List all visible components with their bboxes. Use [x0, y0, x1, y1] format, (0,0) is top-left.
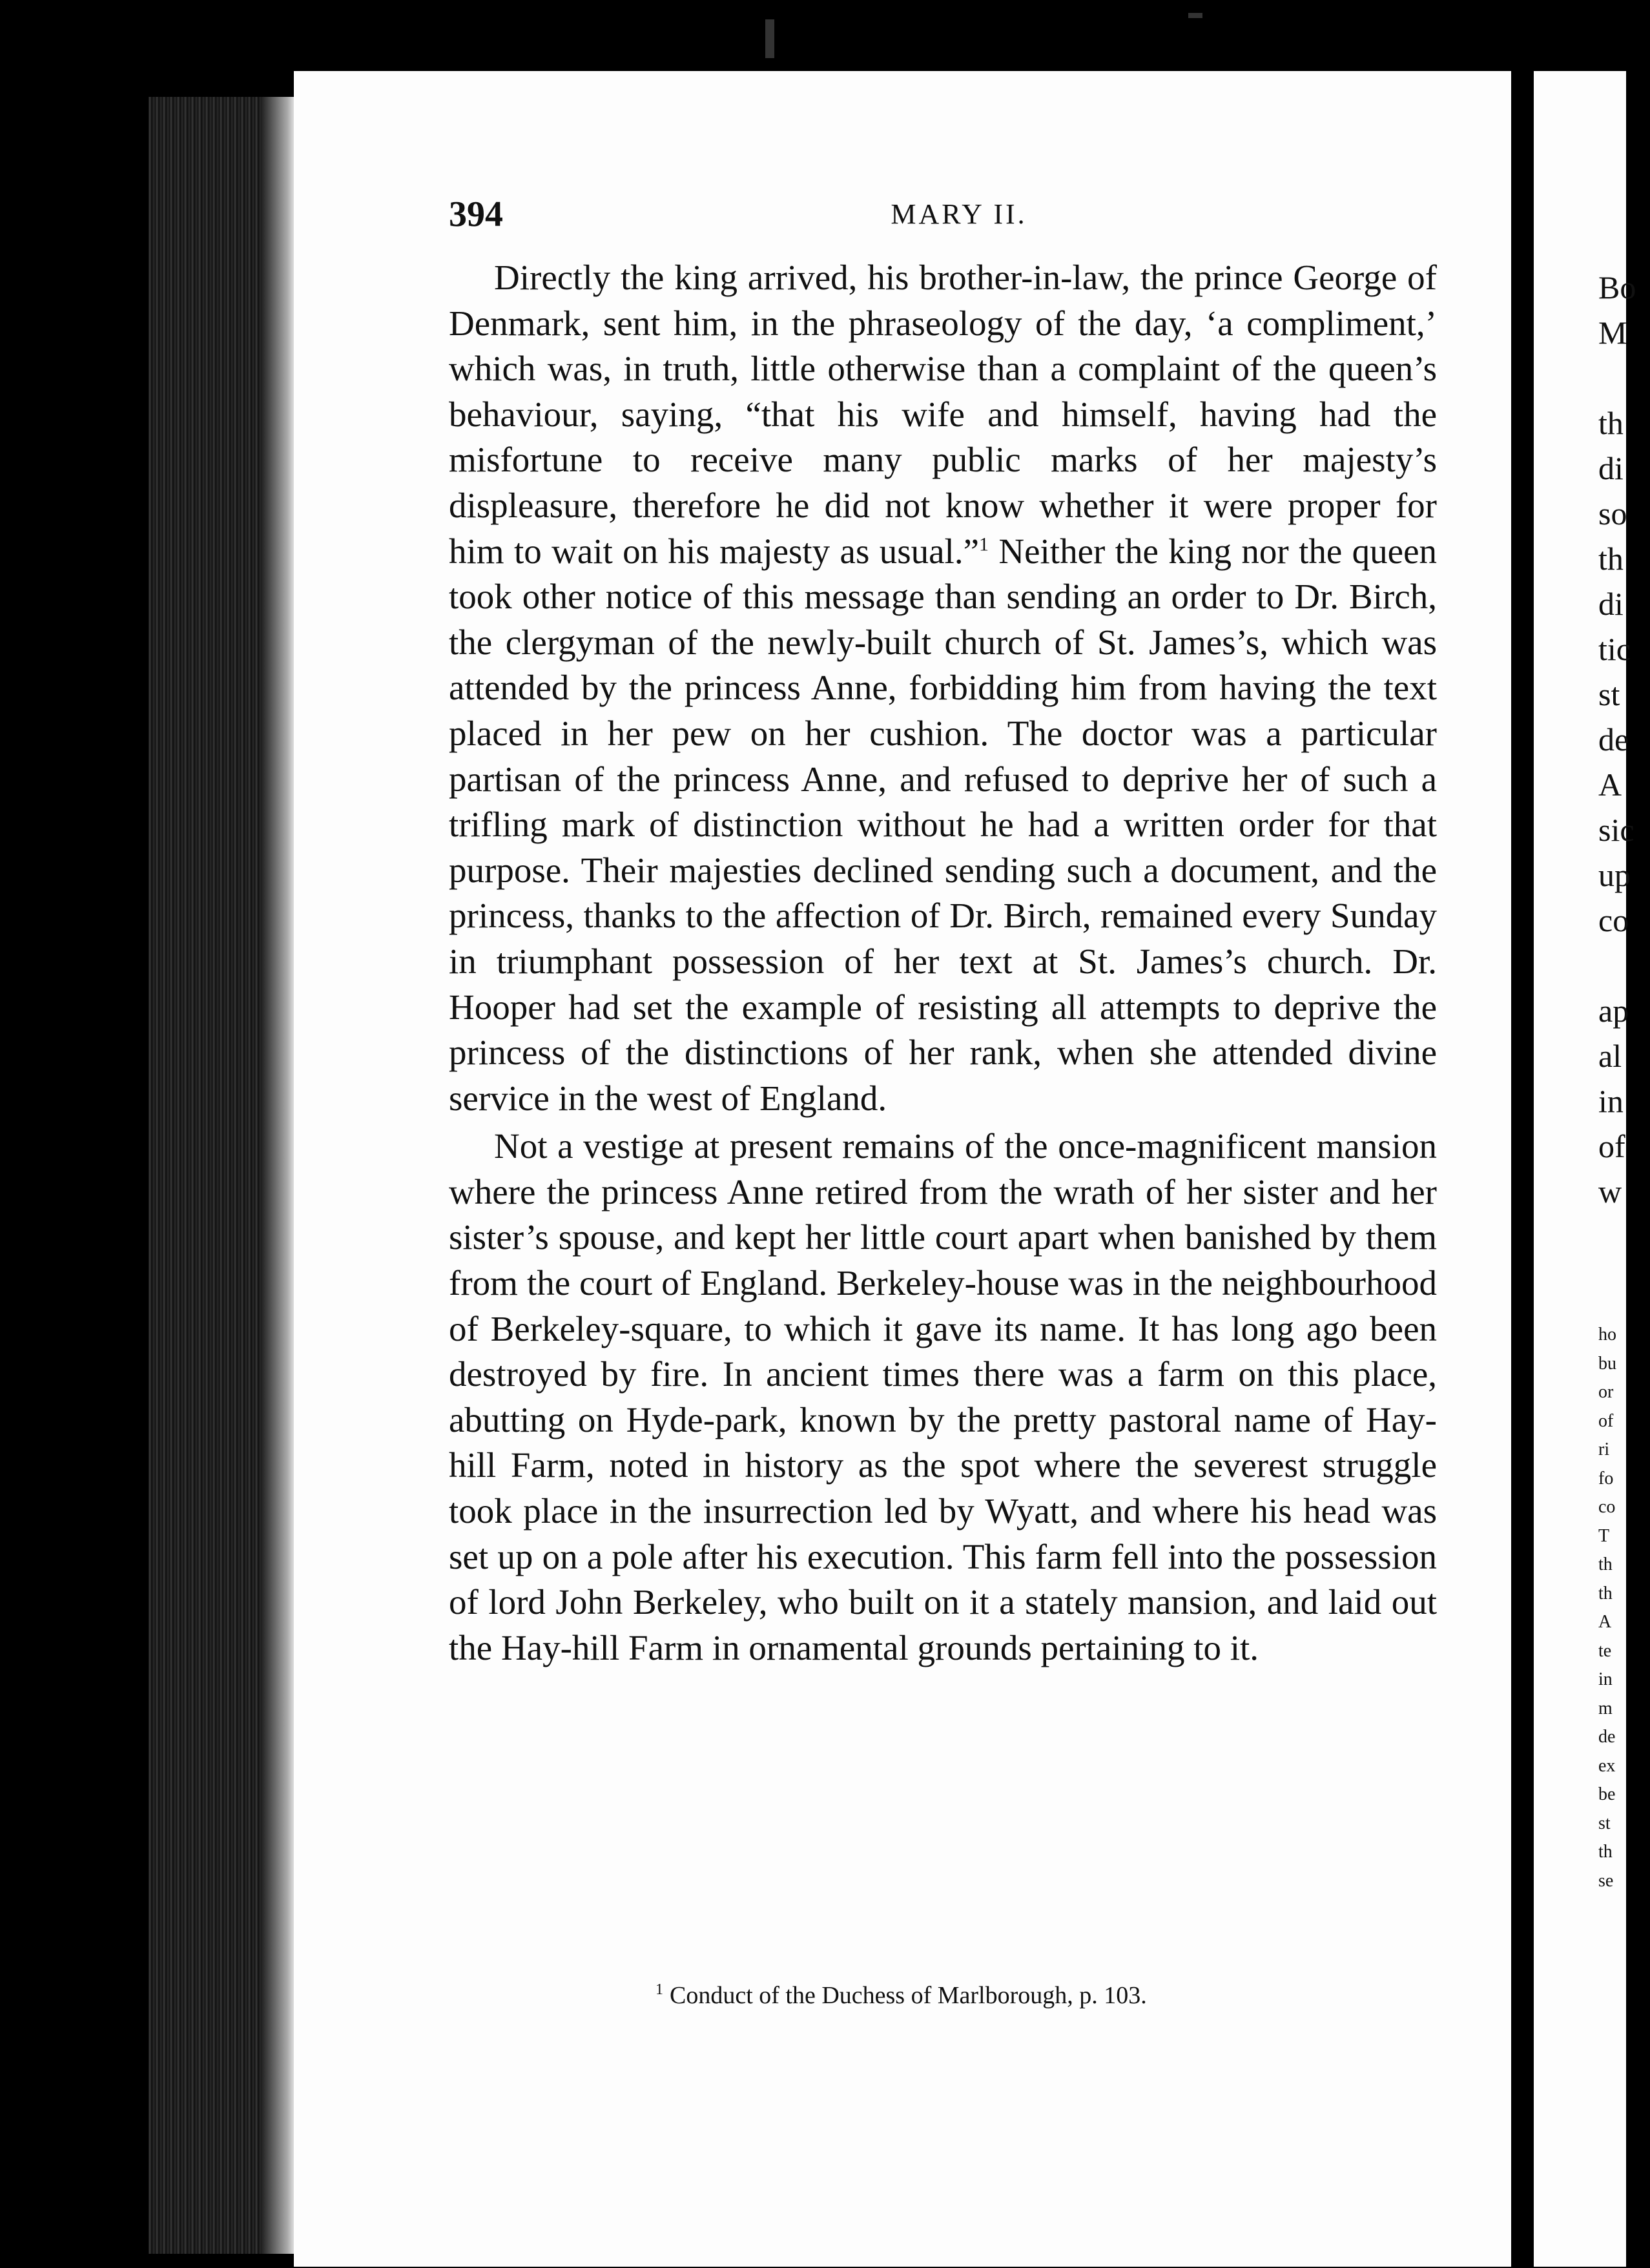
line-fragment: de	[1598, 721, 1629, 758]
line-fragment: st	[1598, 1813, 1611, 1833]
line-fragment: th	[1598, 1842, 1613, 1862]
line-fragment: so	[1598, 495, 1627, 531]
line-fragment: de	[1598, 1727, 1616, 1747]
line-fragment: of	[1598, 1128, 1625, 1164]
line-fragment: be	[1598, 1784, 1616, 1804]
line-fragment: ho	[1598, 1325, 1616, 1345]
line-fragment: di	[1598, 586, 1624, 622]
line-fragment: tic	[1598, 631, 1631, 667]
line-fragment: th	[1598, 541, 1624, 577]
line-fragment: T	[1598, 1525, 1610, 1546]
line-fragment: se	[1598, 1870, 1614, 1891]
line-fragment: up	[1598, 857, 1631, 893]
book-gutter	[262, 97, 294, 2254]
line-fragment: fo	[1598, 1468, 1614, 1489]
line-fragment: co	[1598, 902, 1629, 938]
scan-mark	[765, 19, 774, 58]
line-fragment: M	[1598, 314, 1627, 351]
line-fragment: sic	[1598, 812, 1635, 848]
line-fragment: w	[1598, 1173, 1622, 1210]
page-body	[449, 255, 1437, 1671]
paragraph	[449, 255, 1437, 1121]
line-fragment: or	[1598, 1382, 1614, 1402]
line-fragment: th	[1598, 1554, 1613, 1574]
line-fragment: A	[1598, 1612, 1612, 1632]
line-fragment: st	[1598, 676, 1620, 712]
line-fragment: co	[1598, 1497, 1616, 1517]
next-page-lines	[1598, 265, 1650, 1214]
line-fragment: di	[1598, 450, 1624, 486]
book-page	[294, 71, 1511, 2267]
line-fragment: bu	[1598, 1353, 1616, 1374]
page-header	[449, 194, 1482, 252]
line-fragment: Bo	[1598, 269, 1636, 305]
next-page-fragment	[1534, 71, 1636, 2267]
line-fragment: th	[1598, 1583, 1613, 1603]
running-head: MARY II.	[891, 198, 1027, 230]
line-fragment: m	[1598, 1698, 1613, 1718]
paragraph	[449, 1124, 1437, 1671]
line-fragment: ex	[1598, 1755, 1616, 1776]
next-page-small-lines	[1598, 1321, 1637, 1895]
line-fragment: ap	[1598, 993, 1629, 1029]
page-number: 394	[449, 194, 503, 234]
line-fragment: al	[1598, 1038, 1622, 1074]
footnote-text: Conduct of the Duchess of Marlborough, p. 103.	[670, 1982, 1147, 2009]
footnote-reference: 1	[979, 533, 989, 555]
paragraph-text: Directly the king arrived, his brother-in-law, the prince George of Denmark, sent him, in the phraseology of the day, ‘a compliment,’ which was, in truth, little otherwise than a complaint of the queen’s behaviour, saying, “that his wife and himself, having had the misfortune to receive many public marks of her majesty’s displeasure, therefore he did not know whether it were proper for him to wait on his majesty as usual.”	[449, 258, 1437, 571]
footnote-mark: 1	[655, 1981, 663, 1999]
line-fragment: of	[1598, 1410, 1614, 1431]
line-fragment	[1598, 355, 1650, 400]
line-fragment: ri	[1598, 1439, 1610, 1459]
footnote	[655, 1981, 1495, 2010]
line-fragment: th	[1598, 405, 1624, 441]
line-fragment: A	[1598, 767, 1622, 803]
scan-mark	[1188, 13, 1202, 18]
book-page-edge	[149, 97, 262, 2254]
line-fragment	[1598, 943, 1650, 988]
paragraph-text: Neither the king nor the queen took other notice of this message than sending an order to Dr. Birch, the clergyman of the newly-built church of St. James’s, which was attended by the princess Anne, forbidding him from having the text placed in her pew on her cushion. The doctor was a particular partisan of the princess Anne, and refused to deprive her of such a trifling mark of distinction without he had a written order for that purpose. Their majesties declined sending such a document, and the princess, thanks to the affection of Dr. Birch, remained every Sunday in triumphant possession of her text at St. James’s church. Dr. Hooper had set the example of resisting all attempts to deprive the princess of the distinctions of her rank, when she attended divine service in the west of England.	[449, 531, 1437, 1118]
line-fragment: te	[1598, 1640, 1612, 1661]
line-fragment: in	[1598, 1083, 1624, 1119]
paragraph-text: Not a vestige at present remains of the once-magnificent mansion where the princess Anne retired from the wrath of her sister and her sister’s spouse, and kept her little court apart when banished by them from the court of England. Berkeley-house was in the neighbourhood of Berkeley-square, to which it gave its name. It has long ago been destroyed by fire. In ancient times there was a farm on this place, abutting on Hyde-park, known by the pretty pastoral name of Hay-hill Farm, noted in history as the spot where the severest struggle took place in the insurrection led by Wyatt, and where his head was set up on a pole after his execution. This farm fell into the possession of lord John Berkeley, who built on it a stately mansion, and laid out the Hay-hill Farm in ornamental grounds pertaining to it.	[449, 1126, 1437, 1667]
line-fragment: in	[1598, 1669, 1613, 1689]
